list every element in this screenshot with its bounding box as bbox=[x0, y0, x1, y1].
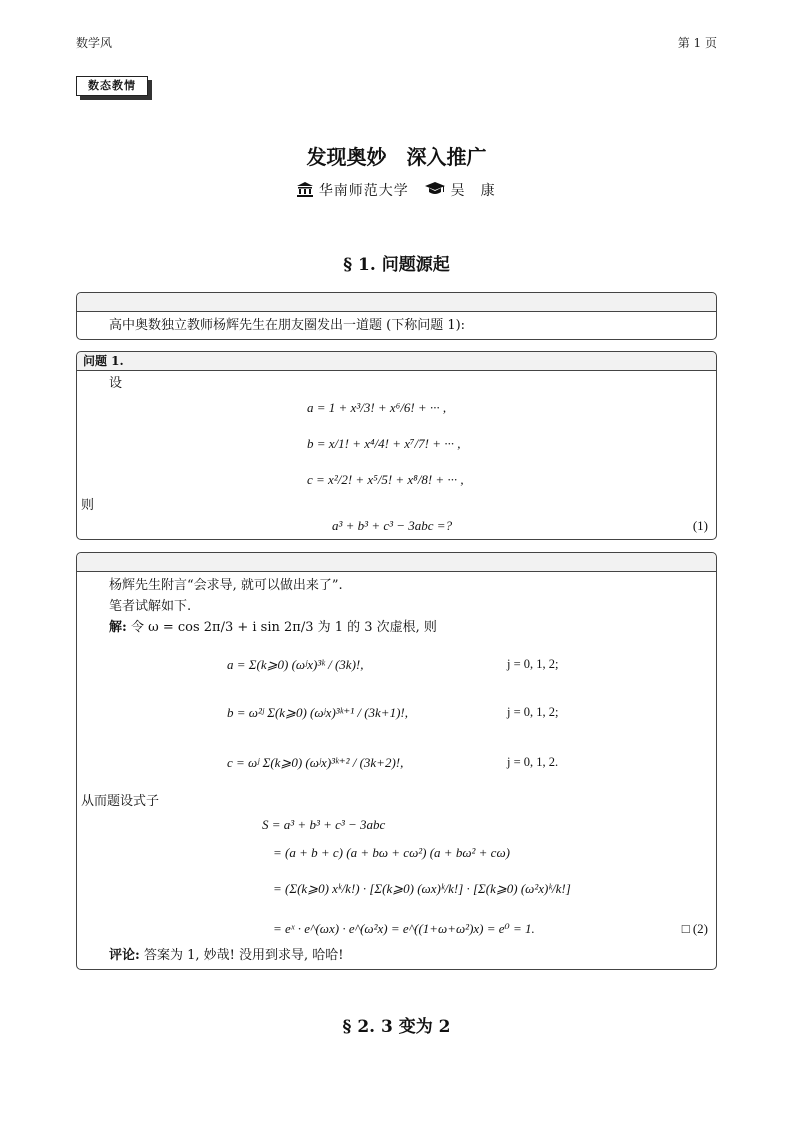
derivation-step-4: = eˣ · e^(ωx) · e^(ω²x) = e^((1+ω+ω²)x) = e⁰ = 1. bbox=[273, 921, 535, 936]
solution-box-bar bbox=[77, 553, 716, 572]
solution-line-3 bbox=[109, 617, 437, 638]
section-2-heading: § 2. 3 变为 2 bbox=[342, 1017, 451, 1037]
university-icon bbox=[297, 182, 313, 201]
intro-box-bar bbox=[77, 293, 716, 312]
equation-a: a = 1 + x³/3! + x⁶/6! + ··· , bbox=[307, 400, 447, 415]
equation-number-1: (1) bbox=[692, 518, 708, 533]
intro-box bbox=[76, 292, 717, 340]
expression-a: a = Σ(k⩾0) (ωʲx)³ᵏ / (3k)!, bbox=[227, 657, 364, 672]
intro-text: 高中奥数独立教师杨辉先生在朋友圈发出一道题 (下称问题 1): bbox=[109, 318, 466, 333]
j-range-a: j = 0, 1, 2; bbox=[507, 657, 559, 671]
problem-label: 问题 1. bbox=[77, 352, 716, 371]
solution-label: 解: bbox=[109, 620, 127, 635]
derivation-step-1: S = a³ + b³ + c³ − 3abc bbox=[262, 817, 386, 832]
comment-label: 评论: bbox=[109, 948, 140, 963]
derivation-step-3: = (Σ(k⩾0) xᵏ/k!) · [Σ(k⩾0) (ωx)ᵏ/k!] · [Σ(k⩾0) (ω²x)ᵏ/k!] bbox=[273, 881, 571, 896]
solution-line-1: 杨辉先生附言“会求导, 就可以做出来了”. bbox=[109, 578, 343, 593]
running-header-left: 数学风 bbox=[76, 36, 113, 50]
solution-line-3-text: 令 ω = cos 2π/3 + i sin 2π/3 为 1 的 3 次虚根, 则 bbox=[130, 620, 437, 635]
j-range-c: j = 0, 1, 2. bbox=[507, 755, 559, 769]
author-line bbox=[0, 180, 793, 201]
solution-line-4: 从而题设式子 bbox=[81, 794, 160, 809]
page-number: 第 1 页 bbox=[677, 36, 717, 50]
equation-c: c = x²/2! + x⁵/5! + x⁸/8! + ··· , bbox=[307, 472, 464, 487]
problem-box bbox=[76, 351, 717, 540]
equation-b: b = x/1! + x⁴/4! + x⁷/7! + ··· , bbox=[307, 436, 461, 451]
solution-box bbox=[76, 552, 717, 970]
graduation-cap-icon bbox=[425, 182, 445, 200]
problem-question: a³ + b³ + c³ − 3abc =? bbox=[332, 518, 453, 533]
comment-text: 答案为 1, 妙哉! 没用到求导, 哈哈! bbox=[143, 948, 344, 963]
comment-line bbox=[109, 945, 343, 966]
expression-c: c = ωʲ Σ(k⩾0) (ωʲx)³ᵏ⁺² / (3k+2)!, bbox=[227, 755, 404, 770]
article-title: 发现奥妙 深入推广 bbox=[306, 145, 487, 169]
expression-b: b = ω²ʲ Σ(k⩾0) (ωʲx)³ᵏ⁺¹ / (3k+1)!, bbox=[227, 705, 408, 720]
j-range-b: j = 0, 1, 2; bbox=[507, 705, 559, 719]
section-1-heading: § 1. 问题源起 bbox=[343, 255, 450, 275]
qed-equation-number-2: □ (2) bbox=[681, 921, 708, 936]
derivation-step-2: = (a + b + c) (a + bω + cω²) (a + bω² + cω) bbox=[273, 845, 510, 860]
column-tag: 数态教情 bbox=[76, 76, 148, 96]
problem-then: 则 bbox=[81, 498, 95, 513]
solution-line-2: 笔者试解如下. bbox=[109, 599, 192, 614]
author-name: 吴 康 bbox=[450, 183, 496, 199]
problem-let: 设 bbox=[109, 376, 123, 391]
author-affiliation: 华南师范大学 bbox=[318, 183, 409, 199]
